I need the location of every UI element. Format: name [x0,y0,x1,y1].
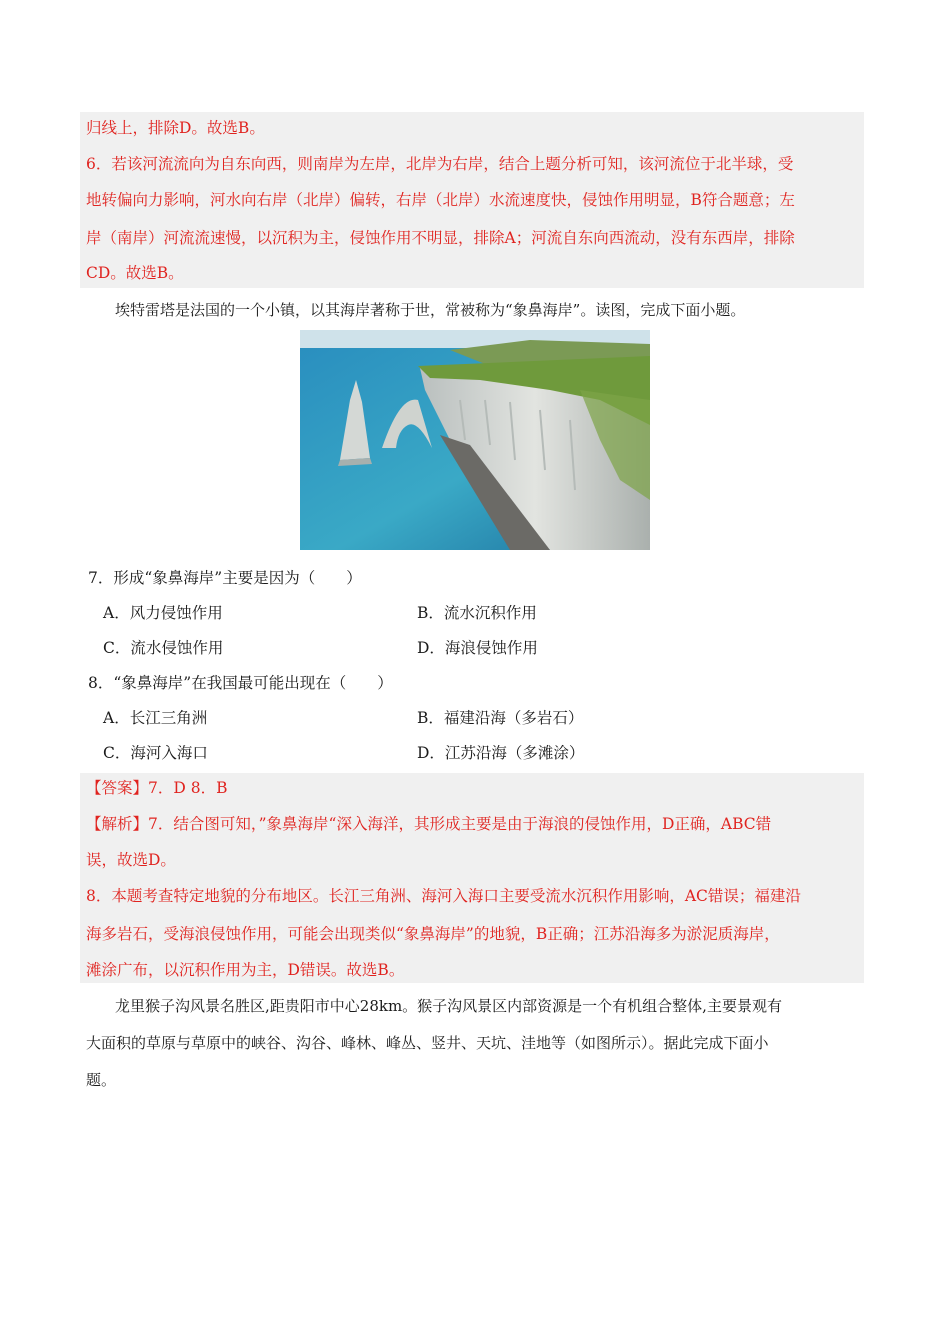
q8-option-c[interactable]: C．海河入海口 [103,744,208,762]
passage-intro: 埃特雷塔是法国的一个小镇，以其海岸著称于世，常被称为“象鼻海岸”。读图，完成下面小题。 [115,301,746,319]
q8-option-a[interactable]: A．长江三角洲 [103,709,208,727]
analysis-q8-line-1: 8．本题考查特定地貌的分布地区。长江三角洲、海河入海口主要受流水沉积作用影响，AC错误；福建沿 [86,887,801,905]
next-intro-line-1: 龙里猴子沟风景名胜区,距贵阳市中心28km。猴子沟风景区内部资源是一个有机组合整体,主要景观有 [115,997,782,1015]
analysis-q7-line-1 [86,814,771,834]
next-intro-line-3: 题。 [86,1071,117,1089]
q7-option-d[interactable]: D．海浪侵蚀作用 [417,639,538,657]
q6-analysis-line-3: 岸（南岸）河流流速慢，以沉积为主，侵蚀作用不明显，排除A；河流自东向西流动，没有东西岸，排除 [86,229,795,247]
next-intro-line-2: 大面积的草原与草原中的峡谷、沟谷、峰林、峰丛、竖井、天坑、洼地等（如图所示）。据此完成下面小 [86,1034,769,1052]
answer-analysis-box [80,773,864,983]
analysis-q7-text-1: 7．结合图可知，”象鼻海岸“深入海洋，其形成主要是由于海浪的侵蚀作用，D正确，ABC错 [148,815,772,833]
etretat-cliff-photo [300,330,650,550]
q6-analysis-line-2: 地转偏向力影响，河水向右岸（北岸）偏转，右岸（北岸）水流速度快，侵蚀作用明显，B符合题意；左 [86,191,795,209]
analysis-q7-line-2: 误，故选D。 [86,851,176,869]
q8-option-d[interactable]: D．江苏沿海（多滩涂） [417,744,585,762]
q8-stem: 8．“象鼻海岸”在我国最可能出现在（ ） [88,674,393,692]
answer-line [86,778,227,798]
q7-option-a[interactable]: A．风力侵蚀作用 [103,604,223,622]
analysis-label: 【解析】 [86,815,149,833]
q7-stem: 7．形成“象鼻海岸”主要是因为（ ） [88,569,362,587]
analysis-q8-line-2: 海多岩石，受海浪侵蚀作用，可能会出现类似“象鼻海岸”的地貌，B正确；江苏沿海多为淤泥质海岸， [86,925,780,943]
q8-option-b[interactable]: B．福建沿海（多岩石） [417,709,584,727]
coastline-illustration [300,330,650,550]
q7-option-b[interactable]: B．流水沉积作用 [417,604,537,622]
answer-label: 【答案】 [86,779,149,797]
prev-analysis-line-1: 归线上，排除D。故选B。 [86,119,265,137]
q6-analysis-line-1: 6．若该河流流向为自东向西，则南岸为左岸，北岸为右岸，结合上题分析可知，该河流位于北半球，受 [86,155,794,173]
q7-option-c[interactable]: C．流水侵蚀作用 [103,639,224,657]
analysis-q8-line-3: 滩涂广布，以沉积作用为主，D错误。故选B。 [86,961,405,979]
answer-text: 7．D 8．B [148,779,228,797]
q6-analysis-line-4: CD。故选B。 [86,264,184,282]
